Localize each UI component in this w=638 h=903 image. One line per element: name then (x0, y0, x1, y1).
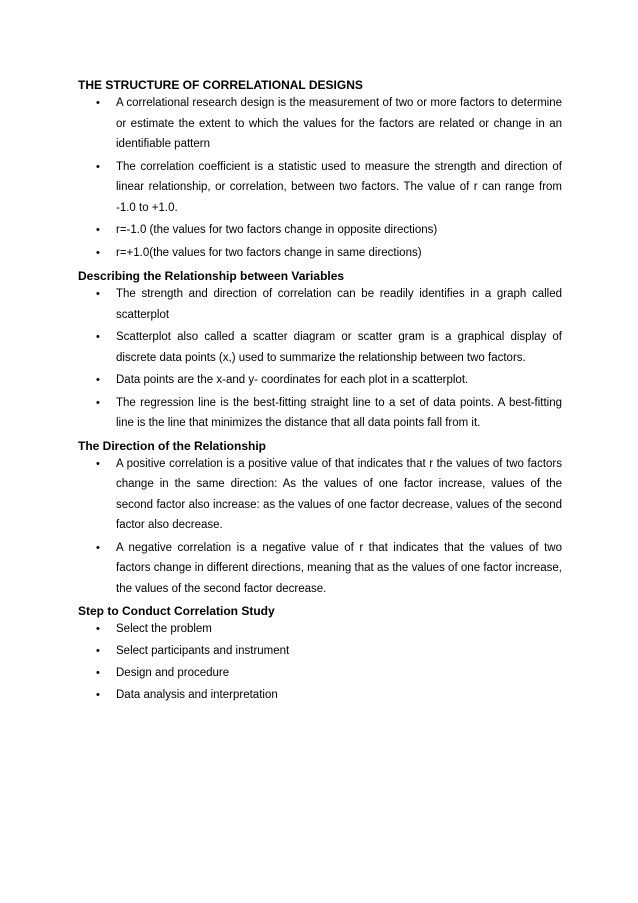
bullet-list-structure (78, 93, 562, 263)
bullet-icon: • (96, 374, 100, 386)
list-item (78, 685, 562, 706)
document-page (78, 78, 562, 707)
list-item-text: A positive correlation is a positive value of that indicates that r the values of two factors change in the same direction: As the values of one factor increase, values of the second factor also increase: as the values of one factor decrease, values of the second factor also decrease. (116, 457, 562, 531)
bullet-list-describing (78, 284, 562, 434)
list-item (78, 641, 562, 662)
list-item-text: Scatterplot also called a scatter diagram or scatter gram is a graphical display of discrete data points (x,) used to summarize the relationship between two factors. (116, 331, 562, 364)
bullet-icon: • (96, 331, 100, 343)
list-item (78, 663, 562, 684)
section-heading-direction: The Direction of the Relationship (78, 438, 267, 453)
bullet-icon: • (96, 246, 100, 259)
list-item (78, 619, 562, 640)
list-item (78, 243, 562, 264)
list-item-text: A correlational research design is the measurement of two or more factors to determine or estimate the extent to which the values for the factors are related or change in an identifiable pattern (116, 97, 562, 150)
list-item (78, 220, 562, 241)
list-item-text: r=-1.0 (the values for two factors change in opposite directions) (116, 224, 438, 236)
list-item (78, 538, 562, 600)
bullet-icon: • (96, 160, 100, 173)
bullet-icon: • (96, 457, 100, 470)
list-item-text: r=+1.0(the values for two factors change in same directions) (116, 246, 422, 259)
list-item (78, 327, 562, 368)
list-item (78, 454, 562, 536)
bullet-icon: • (96, 645, 100, 657)
list-item-text: Data analysis and interpretation (116, 689, 278, 701)
bullet-icon: • (96, 623, 100, 635)
bullet-icon: • (96, 667, 100, 679)
list-item-text: Select the problem (116, 623, 212, 635)
list-item-text: The regression line is the best-fitting straight line to a set of data points. A best-fitting line is the line that minimizes the distance that all data points fall from it. (116, 396, 562, 429)
section-heading-describing: Describing the Relationship between Variables (78, 269, 345, 283)
bullet-list-steps (78, 619, 562, 706)
bullet-icon: • (96, 224, 100, 236)
section-heading-structure: THE STRUCTURE OF CORRELATIONAL DESIGNS (78, 78, 363, 92)
list-item-text: A negative correlation is a negative value of r that indicates that the values of two factors change in different directions, meaning that as the values of one factor increase, the values of the second factor decrease. (116, 541, 562, 595)
bullet-icon: • (96, 97, 100, 109)
list-item (78, 370, 562, 391)
bullet-icon: • (96, 689, 100, 701)
list-item-text: The strength and direction of correlation can be readily identifies in a graph called scatterplot (116, 288, 562, 321)
list-item (78, 284, 562, 325)
list-item (78, 93, 562, 155)
bullet-list-direction (78, 454, 562, 600)
bullet-icon: • (96, 396, 100, 409)
section-heading-steps: Step to Conduct Correlation Study (78, 604, 275, 618)
list-item-text: The correlation coefficient is a statistic used to measure the strength and direction of linear relationship, or correlation, between two factors. The value of r can range from -1.0 to +1.0. (116, 160, 562, 214)
list-item (78, 157, 562, 219)
list-item-text: Design and procedure (116, 667, 230, 679)
list-item-text: Select participants and instrument (116, 645, 290, 657)
bullet-icon: • (96, 541, 100, 554)
bullet-icon: • (96, 288, 100, 300)
list-item (78, 393, 562, 434)
list-item-text: Data points are the x-and y- coordinates for each plot in a scatterplot. (116, 374, 469, 386)
